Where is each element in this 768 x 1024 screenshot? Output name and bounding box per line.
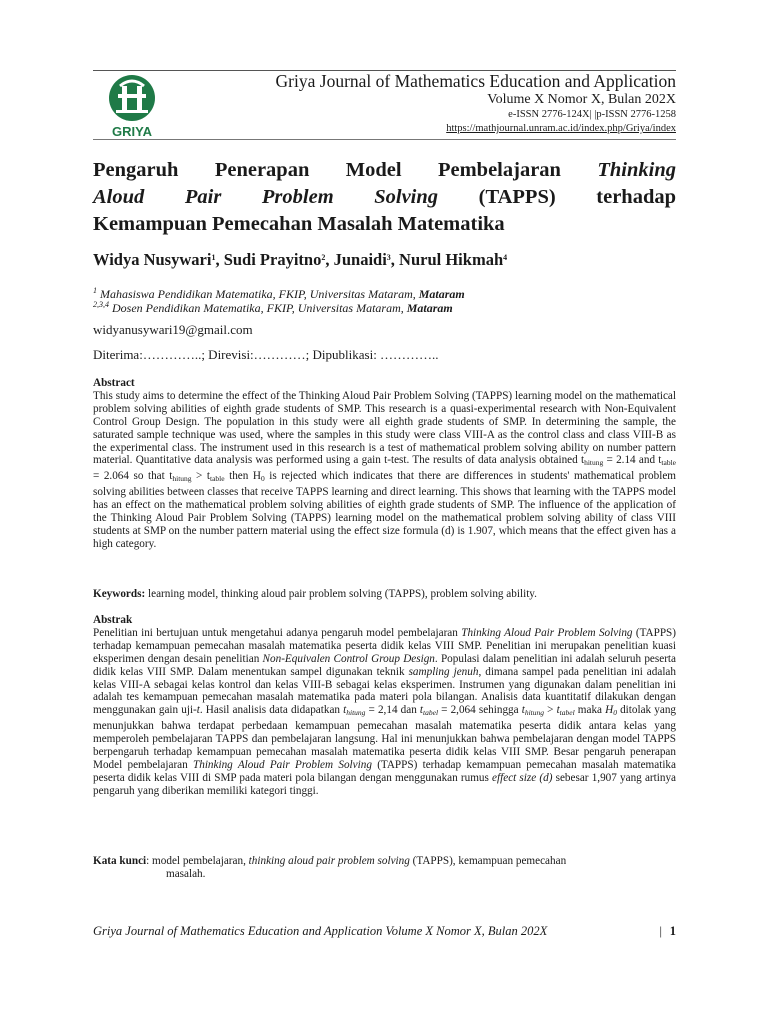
page-number: 1: [669, 924, 676, 938]
author-list: Widya Nusywari$^1$, Sudi Prayitno$^2$, Junaidi$^3$, Nurul Hikmah$^4$: [93, 250, 508, 269]
abstract-english: [93, 377, 676, 551]
journal-volume: Volume X Nomor X, Bulan 202X: [487, 92, 676, 107]
abstract-body: This study aims to determine the effect of the Thinking Aloud Pair Problem Solving (TAPPS) learning model on the mathematical problem solving abilities of eighth grade students of SMP. This research is a quasi-experimental research with Non-Equivalent Control Group Design. The population in this study were all eighth grade students of SMP. In determining the sample, the saturated sample technique was used, where the samples in this study were class VIII-A as the control class and class VIII-B as the experimental class. The instrument used in this research is a test of mathematical problem solving ability on number pattern material. Quantitative data analysis was performed using a gain t-test. The results of data analysis obtained $t_{hitung} = 2.14$ and $t_{table} = 2.064$ so that $t_{hitung} > t_{table}$ then $H_0$ is rejected which indicates that there are differences in students' mathematical problem solving abilities between classes that receive TAPPS learning and direct learning. This shows that learning with the TAPPS model has an effect on the mathematical problem solving abilities of eighth grade students of SMP. The influence of the application of the Thinking Aloud Pair Problem Solving (TAPPS) learning model on the mathematical problem solving ability of class VIII students at SMP on the number pattern material using the effect size formula (d) is 1.907, which means that the effect given has a high category.: [93, 389, 677, 550]
footer-journal-text: Griya Journal of Mathematics Education and Application Volume X Nomor X, Bulan 202X: [93, 924, 548, 938]
keywords-label: Keywords:: [93, 588, 146, 600]
title-line-2: Aloud Pair Problem Solving (TAPPS) terhadap: [93, 186, 676, 208]
corresponding-email[interactable]: widyanusywari19@gmail.com: [93, 322, 253, 337]
page-footer: [93, 924, 676, 939]
abstract-heading: Abstract: [93, 377, 135, 389]
journal-title: Griya Journal of Mathematics Education and Application: [275, 71, 676, 91]
submission-dates: Diterima:…………..; Direvisi:…………; Dipublikasi: …………..: [93, 347, 439, 362]
abstrak-body: Penelitian ini bertujuan untuk mengetahui adanya pengaruh model pembelajaran Thinking Aloud Pair Problem Solving (TAPPS) terhadap kemampuan pemecahan masalah matematika peserta didik kelas VIII SMP. Penelitian ini merupakan penelitian kuasi eksperimen dengan desain penelitian Non-Equivalen Control Group Design. Populasi dalam penelitian ini adalah seluruh peserta didik kelas VIII SMP. Dalam menentukan sampel digunakan teknik sampling jenuh, dimana sampel pada penelitian ini adalah kelas VIII-A sebagai kelas kontrol dan kelas VIII-B sebagai kelas eksperimen. Instrumen yang digunakan dalam penelitian ini adalah tes kemampuan pemecahan masalah matematika pada materi pola bilangan. Analisis data kuantitatif dilakukan dengan menggunakan gain uji-t. Hasil analisis data didapatkan $t_{hitung} = 2,14$ dan $t_{tabel} = 2,064$ sehingga $t_{hitung} > t_{tabel}$ maka $H_0$ ditolak yang menunjukkan bahwa terdapat perbedaan kemampuan pemecahan masalah matematika peserta didik antara kelas yang memperoleh pembelajaran TAPPS dan pembelajaran langsung. Hal ini menunjukkan bahwa pembelajaran dengan model TAPPS berpengaruh terhadap kemampuan pemecahan masalah matematika peserta didik kelas VIII SMP. Besar pengaruh penerapan Model pembelajaran Thinking Aloud Pair Problem Solving (TAPPS) terhadap kemampuan pemecahan masalah matematika peserta didik kelas VIII di SMP pada materi pola bilangan dengan menggunakan rumus effect size (d) sebesar 1,907 yang artinya pengaruh yang diberikan memiliki kategori tinggi.: [93, 626, 677, 797]
paper-title: [93, 157, 676, 238]
logo-wordmark: GRIYA: [112, 124, 152, 139]
title-line-1: Pengaruh Penerapan Model Pembelajaran Thinking: [93, 159, 676, 181]
keywords-indonesian: Kata kunci: model pembelajaran, thinking aloud pair problem solving (TAPPS), kemampuan pemecahan masalah.: [93, 855, 567, 880]
abstrak-heading: Abstrak: [93, 614, 133, 626]
griya-logo: [104, 74, 160, 140]
affiliation-2: $^{2,3,4}$ Dosen Pendidikan Matematika, FKIP, Universitas Mataram, Mataram: [93, 300, 453, 315]
kata-kunci-label: Kata kunci: [93, 855, 147, 867]
title-line-3: Kemampuan Pemecahan Masalah Matematika: [93, 213, 505, 235]
abstract-indonesian: [93, 614, 676, 798]
keywords-english: [93, 588, 676, 601]
journal-issn: e-ISSN 2776-124X| |p-ISSN 2776-1258: [508, 109, 676, 120]
affiliation-1: $^1$ Mahasiswa Pendidikan Matematika, FKIP, Universitas Mataram, Mataram: [93, 286, 465, 301]
keywords-text: learning model, thinking aloud pair problem solving (TAPPS), problem solving ability.: [145, 588, 537, 600]
footer-separator: |: [659, 924, 662, 938]
header-rule: [93, 139, 676, 140]
journal-url-link[interactable]: https://mathjournal.unram.ac.id/index.php/Griya/index: [446, 123, 676, 134]
